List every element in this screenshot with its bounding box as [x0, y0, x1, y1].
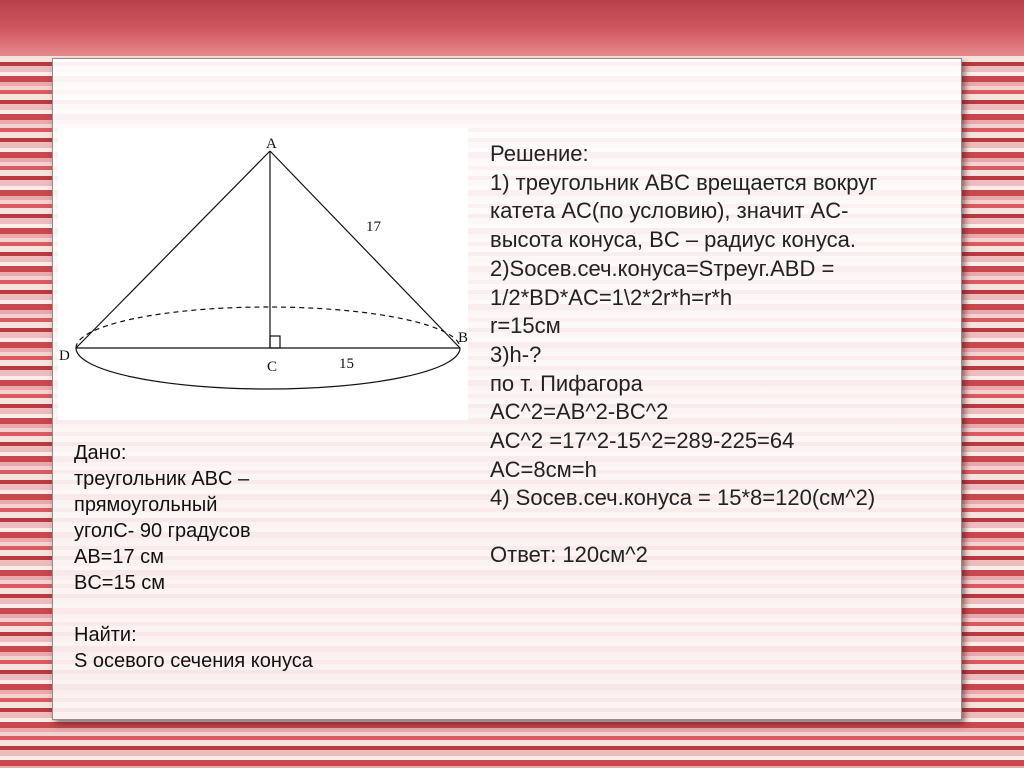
label-15: 15 [339, 356, 354, 372]
solution-line: катета AC(по условию), значит AC- [490, 198, 849, 224]
given-heading: Дано: [74, 442, 127, 464]
solution-line: AC^2 =17^2-15^2=289-225=64 [490, 428, 795, 454]
given-line: уголC- 90 градусов [74, 520, 251, 542]
label-b: B [457, 330, 468, 346]
solution-line: по т. Пифагора [490, 370, 643, 396]
answer-line: Ответ: 120см^2 [490, 542, 648, 568]
solution-line: Решение: [490, 141, 589, 166]
side-ad [76, 151, 270, 348]
label-a: A [266, 136, 277, 152]
given-line: треугольник ABC – [74, 468, 250, 490]
spacer [74, 596, 464, 622]
solution-line: 1/2*BD*AC=1\2*2r*h=r*h [490, 284, 733, 310]
solution-line: AC=8см=h [490, 456, 597, 482]
solution-block [490, 140, 955, 570]
find-line: S осевого сечения конуса [74, 650, 313, 672]
solution-line: r=15см [490, 313, 561, 339]
solution-line: высота конуса, BC – радиус конуса. [490, 227, 856, 253]
given-line: прямоугольный [74, 494, 218, 516]
cone-diagram [58, 128, 468, 420]
solution-line: 4) Sосев.сеч.конуса = 15*8=120(см^2) [490, 485, 876, 511]
side-ab [270, 151, 460, 348]
solution-line: 3)h-? [490, 341, 542, 367]
given-block [74, 440, 464, 674]
spacer [490, 513, 955, 541]
right-angle-mark [270, 336, 280, 348]
solution-line: 2)Sосев.сеч.конуса=Sтреуг.ABD = [490, 255, 835, 281]
solution-line: AC^2=AB^2-BC^2 [490, 399, 669, 425]
label-c: C [267, 359, 278, 375]
given-line: BC=15 см [74, 572, 166, 594]
base-ellipse-back [76, 307, 460, 348]
find-heading: Найти: [74, 624, 137, 646]
given-line: AB=17 см [74, 546, 164, 568]
label-17: 17 [366, 219, 381, 235]
solution-line: 1) треугольник ABC врещается вокруг [490, 169, 878, 195]
cone-figure [58, 128, 468, 420]
label-d: D [59, 348, 70, 364]
background-top-band [0, 0, 1024, 56]
